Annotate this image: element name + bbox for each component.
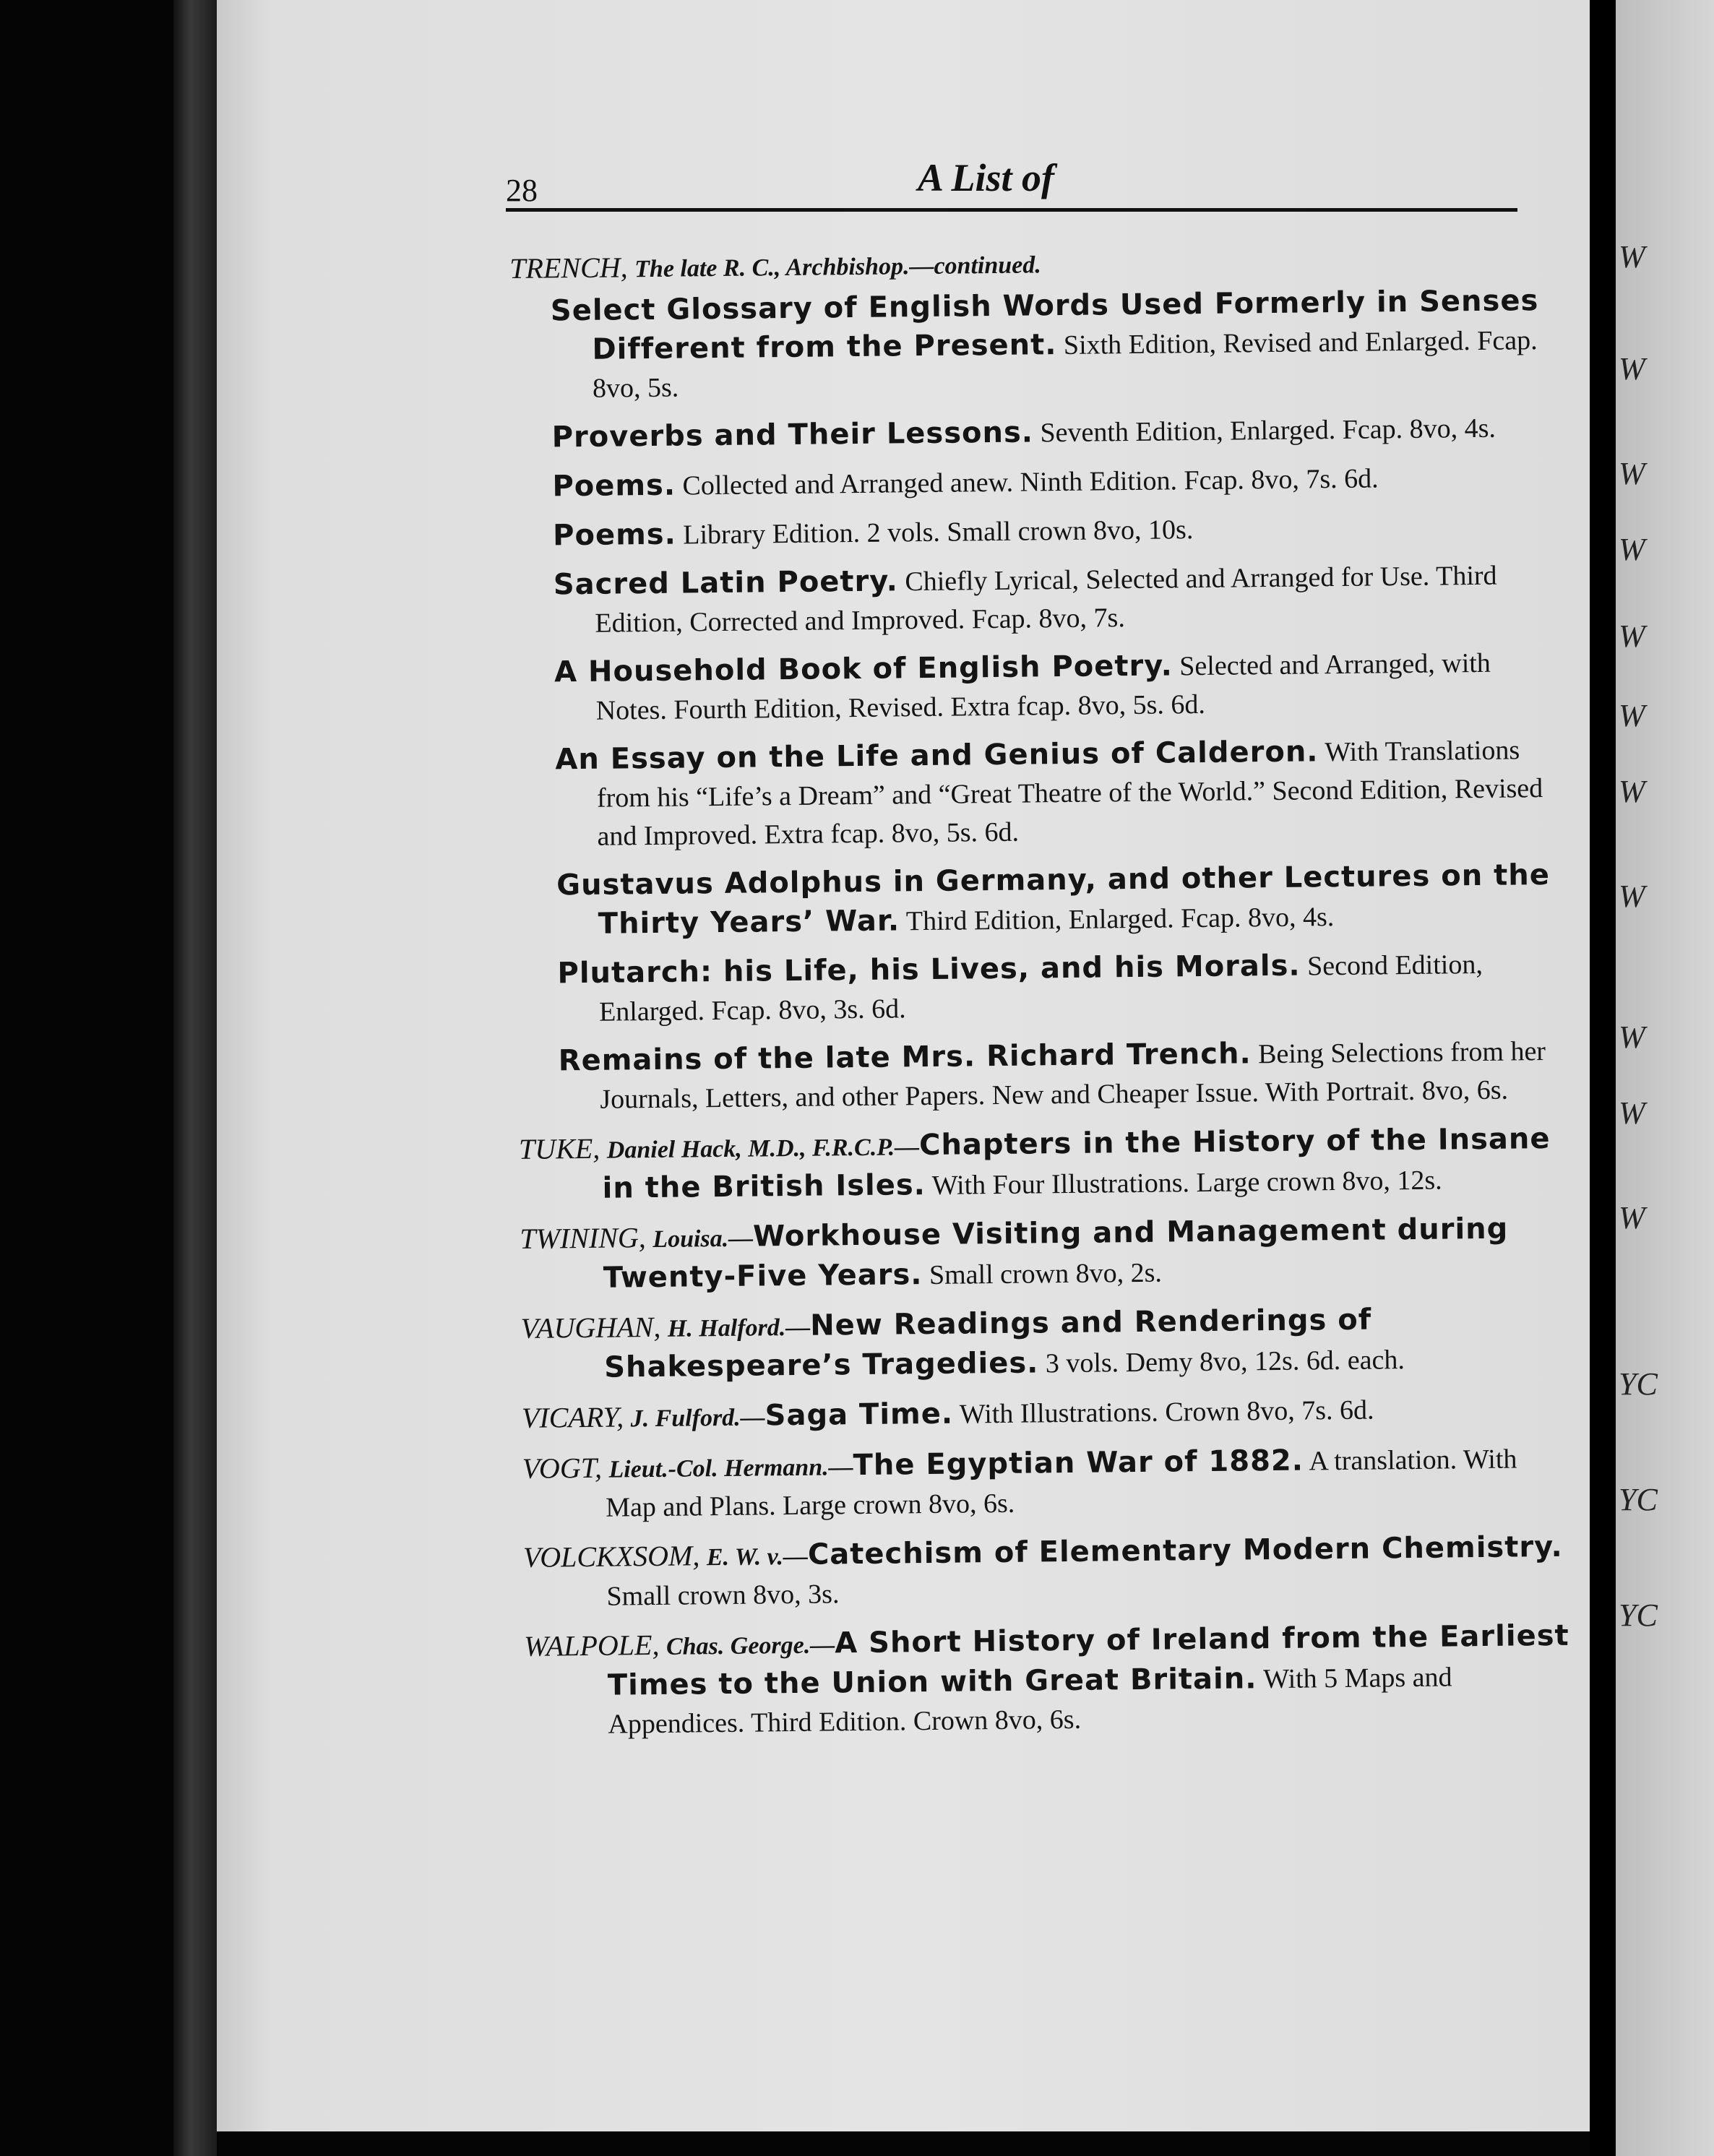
author-name: WALPOLE,	[524, 1628, 660, 1663]
next-page-letter: W	[1619, 456, 1645, 491]
work-entry	[510, 282, 1563, 409]
next-page-letter: W	[1619, 774, 1645, 809]
author-epithet: J. Fulford.—	[630, 1404, 765, 1433]
work-detail: Collected and Arranged anew. Ninth Edition. Fcap. 8vo, 7s. 6d.	[682, 463, 1379, 501]
work-title: An Essay on the Life and Genius of Calderon.	[555, 735, 1319, 777]
author-name: TWINING,	[520, 1221, 647, 1255]
author-epithet: H. Halford.—	[667, 1314, 811, 1342]
work-entry	[513, 556, 1565, 644]
work-title: Select Glossary of English Words Used Formerly in Senses Different from the Present.	[550, 284, 1539, 366]
work-detail: 3 vols. Demy 8vo, 12s. 6d. each.	[1045, 1345, 1405, 1379]
next-page-letter: W	[1619, 618, 1645, 654]
next-page-letter: W	[1619, 1095, 1645, 1131]
author-name: VICARY,	[521, 1400, 624, 1434]
author-entry	[524, 1616, 1577, 1745]
work-title: Sacred Latin Poetry.	[553, 564, 899, 602]
book-spine-edge	[173, 0, 217, 2156]
work-entry	[517, 944, 1569, 1032]
author-entry	[520, 1209, 1572, 1299]
work-entry	[511, 408, 1562, 458]
work-entry	[514, 643, 1566, 731]
work-entry	[517, 1032, 1569, 1120]
work-entry	[514, 730, 1567, 857]
author-epithet: Daniel Hack, M.D., F.R.C.P.—	[606, 1134, 920, 1164]
work-detail: Seventh Edition, Enlarged. Fcap. 8vo, 4s.	[1040, 413, 1496, 449]
work-title: Catechism of Elementary Modern Chemistry.	[807, 1530, 1563, 1571]
next-page-letter: W	[1619, 351, 1645, 387]
author-epithet: Chas. George.—	[666, 1631, 835, 1660]
author-epithet: Louisa.—	[653, 1225, 754, 1253]
work-title: Plutarch: his Life, his Lives, and his Morals.	[557, 949, 1301, 991]
author-epithet: E. W. v.—	[706, 1543, 809, 1571]
author-entry	[523, 1527, 1575, 1617]
work-detail: With Translations from his “Life’s a Dream” and “Great Theatre of the World.” Second Edition, Revised and Improved. Extra fcap. 8vo, 5s. 6d.	[596, 735, 1543, 852]
work-detail: Chiefly Lyrical, Selected and Arranged for Use. Third Edition, Corrected and Improved. Fcap. 8vo, 7s.	[595, 560, 1497, 639]
work-detail: Small crown 8vo, 3s.	[606, 1579, 840, 1612]
work-detail: Selected and Arranged, with Notes. Fourth Edition, Revised. Extra fcap. 8vo, 5s. 6d.	[595, 647, 1491, 726]
next-page-letter: W	[1619, 879, 1645, 914]
running-head: A List of	[918, 156, 1055, 199]
work-detail: With 5 Maps and Appendices. Third Edition. Crown 8vo, 6s.	[608, 1662, 1452, 1740]
next-page-letter: YC	[1619, 1597, 1658, 1633]
work-detail: Library Edition. 2 vols. Small crown 8vo, 10s.	[683, 514, 1194, 551]
trench-works-list	[510, 282, 1570, 1120]
work-detail: Being Selections from her Journals, Letters, and other Papers. New and Cheaper Issue. With Portrait. 8vo, 6s.	[600, 1036, 1546, 1115]
next-page-letter: YC	[1619, 1366, 1658, 1402]
work-title: A Household Book of English Poetry.	[554, 649, 1173, 689]
next-page-letter: W	[1619, 698, 1645, 733]
book-gutter	[1590, 0, 1616, 2156]
author-name: VAUGHAN,	[520, 1310, 661, 1345]
author-entries-list	[519, 1119, 1577, 1745]
work-title: The Egyptian War of 1882.	[853, 1444, 1304, 1483]
work-entry	[512, 506, 1564, 556]
next-page-letter: YC	[1619, 1482, 1658, 1517]
work-title: Proverbs and Their Lessons.	[551, 415, 1034, 454]
next-page-letter: W	[1619, 532, 1645, 567]
author-name: TUKE,	[518, 1131, 600, 1165]
author-epithet: Lieut.-Col. Hermann.—	[608, 1454, 853, 1483]
work-detail: With Four Illustrations. Large crown 8vo, 12s.	[931, 1165, 1442, 1201]
author-entry	[519, 1119, 1571, 1209]
work-detail: With Illustrations. Crown 8vo, 7s. 6d.	[959, 1394, 1374, 1430]
author-name: VOGT,	[522, 1451, 603, 1485]
work-title: Chapters in the History of the Insane in the British Isles.	[602, 1121, 1551, 1205]
header-rule	[506, 208, 1517, 212]
work-entry	[512, 457, 1563, 507]
work-entry	[516, 856, 1568, 945]
work-title: Workhouse Visiting and Management during Twenty-Five Years.	[603, 1212, 1509, 1295]
next-page-edge	[1616, 0, 1714, 2156]
work-detail: A translation. With Map and Plans. Large crown 8vo, 6s.	[606, 1444, 1517, 1523]
work-title: Remains of the late Mrs. Richard Trench.	[558, 1037, 1252, 1078]
work-detail: Sixth Edition, Revised and Enlarged. Fcap. 8vo, 5s.	[592, 325, 1538, 404]
author-name: VOLCKXSOM,	[522, 1539, 700, 1574]
work-title: Poems.	[552, 468, 676, 504]
author-entry	[522, 1439, 1574, 1528]
work-title: A Short History of Ireland from the Earliest Times to the Union with Great Britain.	[607, 1618, 1569, 1702]
work-title: Saga Time.	[765, 1397, 954, 1433]
catalogue-body	[509, 238, 1577, 1755]
work-title: New Readings and Renderings of Shakespeare’s Tragedies.	[603, 1303, 1372, 1384]
page-number: 28	[506, 173, 538, 208]
work-title: Poems.	[552, 517, 676, 553]
next-page-letter: W	[1619, 239, 1645, 275]
work-detail: Second Edition, Enlarged. Fcap. 8vo, 3s. 6d.	[598, 949, 1483, 1027]
author-epithet: The late R. C., Archbishop.—continued.	[634, 251, 1041, 283]
next-page-letter: W	[1619, 1200, 1645, 1236]
work-detail: Third Edition, Enlarged. Fcap. 8vo, 4s.	[905, 902, 1335, 937]
author-entry	[522, 1388, 1574, 1439]
work-title: Gustavus Adolphus in Germany, and other Lectures on the Thirty Years’ War.	[556, 858, 1551, 941]
author-entry	[520, 1298, 1572, 1389]
work-detail: Small crown 8vo, 2s.	[929, 1257, 1163, 1290]
next-page-letter: W	[1619, 1019, 1645, 1055]
author-name: TRENCH,	[509, 251, 628, 285]
